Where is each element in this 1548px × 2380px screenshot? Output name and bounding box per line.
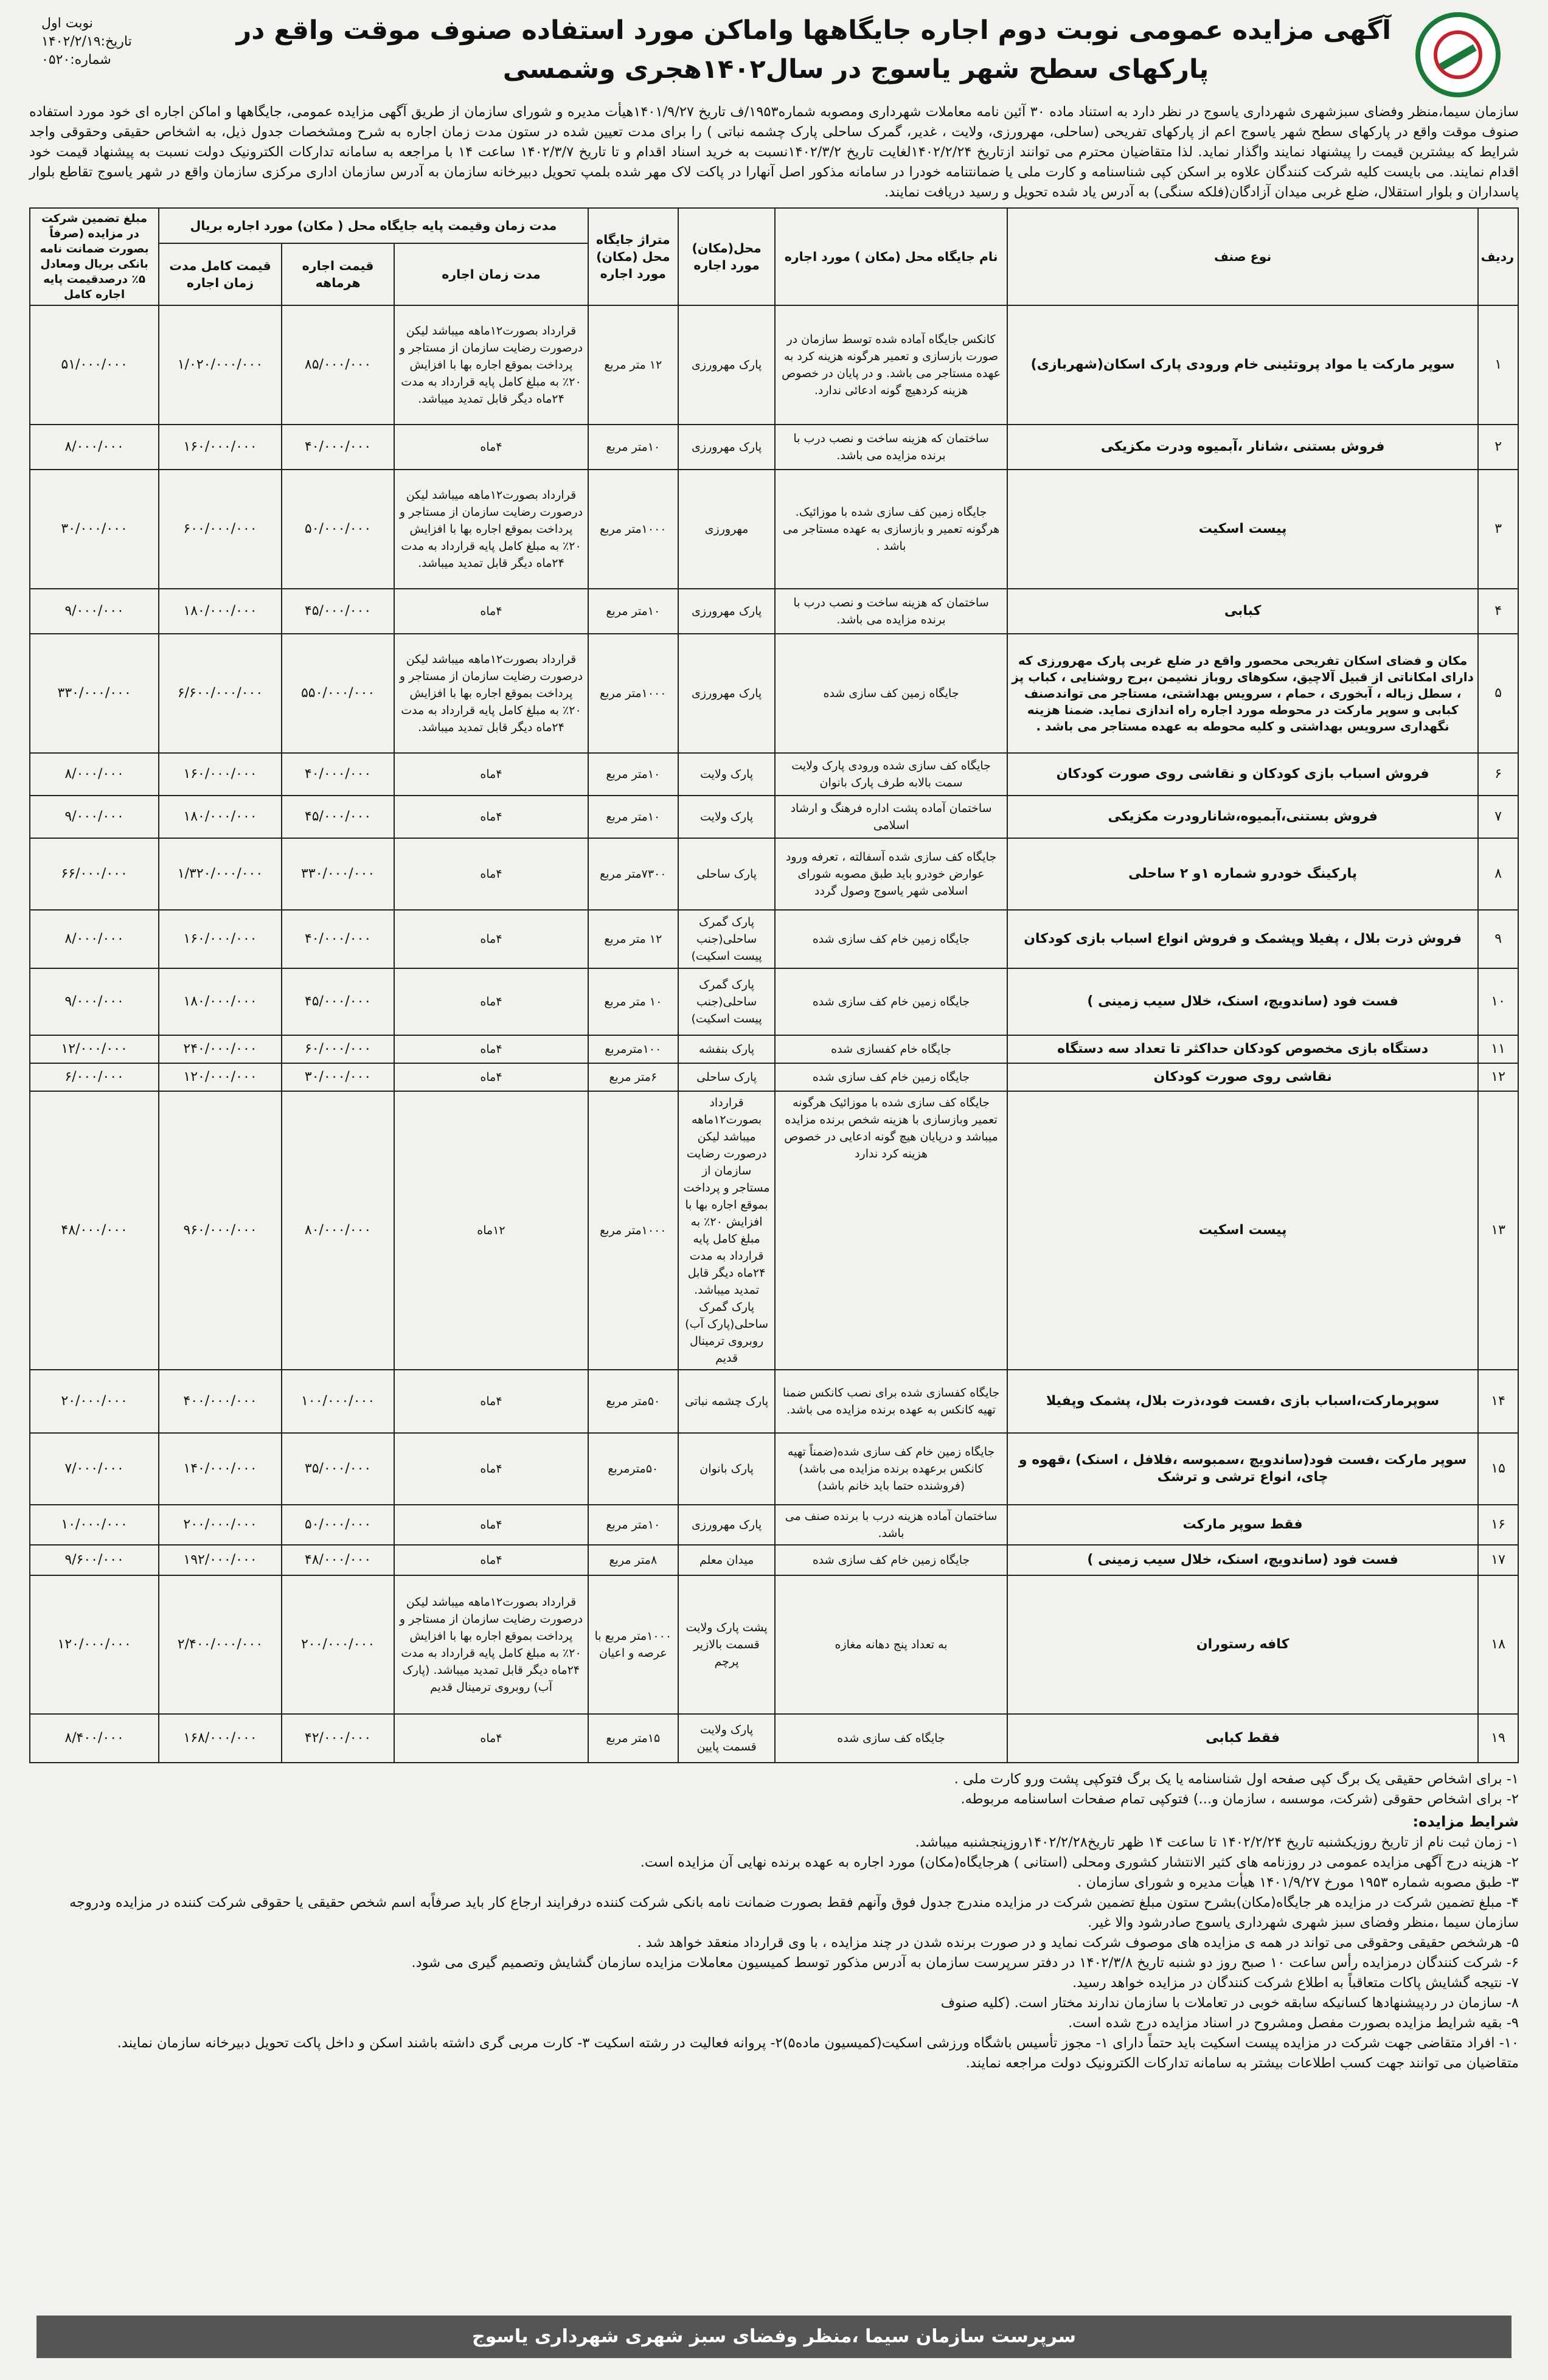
title-line-1: آگهی مزایده عمومی نوبت دوم اجاره جایگاهها واماکن مورد استفاده صنوف موقت واقع در — [236, 15, 1391, 46]
cell-guarantee: ۳۳۰/۰۰۰/۰۰۰ — [30, 634, 159, 753]
cell-area: ۱۰متر مربع — [588, 796, 678, 838]
cell-name: ساختمان که هزینه ساخت و نصب درب با برنده مزایده می باشد. — [775, 589, 1007, 634]
cell-number: ۱۶ — [1478, 1505, 1518, 1545]
cell-total: ۱۶۰/۰۰۰/۰۰۰ — [159, 425, 282, 470]
cell-total: ۱/۳۲۰/۰۰۰/۰۰۰ — [159, 838, 282, 910]
documents-list — [29, 1769, 1519, 1809]
cell-place: پارک ولایت قسمت پایین — [678, 1714, 775, 1763]
cell-number: ۱۷ — [1478, 1545, 1518, 1575]
cell-name: ساختمان آماده هزینه درب با برنده صنف می باشد. — [775, 1505, 1007, 1545]
table-row — [30, 425, 1518, 470]
cell-area: ۵۰متر مربع — [588, 1370, 678, 1433]
condition-item: ۳- طبق مصوبه شماره ۱۹۵۳ مورخ ۱۴۰۱/۹/۲۷ هیأت مدیره و شورای سازمان . — [1077, 1875, 1519, 1890]
table-row — [30, 1714, 1518, 1763]
cell-type: پیست اسکیت — [1007, 1091, 1478, 1370]
cell-duration: ۴ماه — [394, 910, 588, 968]
cell-guarantee: ۱۲۰/۰۰۰/۰۰۰ — [30, 1575, 159, 1714]
cell-duration: ۱۲ماه — [394, 1091, 588, 1370]
cell-area: ۱۰۰۰متر مربع — [588, 470, 678, 589]
cell-place: پارک مهرورزی — [678, 305, 775, 425]
table-header-row — [30, 208, 1518, 243]
cell-area: ۱۲ متر مربع — [588, 305, 678, 425]
cell-place: پارک مهرورزی — [678, 1505, 775, 1545]
cell-area: ۱۰۰۰متر مربع — [588, 1091, 678, 1370]
cell-type: پارکینگ خودرو شماره ۱و ۲ ساحلی — [1007, 838, 1478, 910]
cell-place: پارک ولایت — [678, 753, 775, 796]
cell-area: ۱۰متر مربع — [588, 753, 678, 796]
table-row — [30, 910, 1518, 968]
cell-duration: ۴ماه — [394, 1370, 588, 1433]
signature-footer: سرپرست سازمان سیما ،منظر وفضای سبز شهری شهرداری یاسوج — [36, 2316, 1512, 2358]
cell-guarantee: ۱۲/۰۰۰/۰۰۰ — [30, 1035, 159, 1063]
cell-place: پارک ولایت — [678, 796, 775, 838]
cell-monthly: ۴۰/۰۰۰/۰۰۰ — [282, 910, 395, 968]
cell-monthly: ۳۰/۰۰۰/۰۰۰ — [282, 1063, 395, 1091]
cell-place: پارک مهرورزی — [678, 425, 775, 470]
cell-duration: ۴ماه — [394, 589, 588, 634]
table-row — [30, 305, 1518, 425]
cell-area: ۸متر مربع — [588, 1545, 678, 1575]
cell-total: ۴۰۰/۰۰۰/۰۰۰ — [159, 1370, 282, 1433]
cell-name: جایگاه خام کفسازی شده — [775, 1035, 1007, 1063]
header-group: مدت زمان وقیمت پایه جایگاه محل ( مکان) مورد اجاره بریال — [159, 208, 588, 243]
cell-number: ۶ — [1478, 753, 1518, 796]
cell-duration: قرارداد بصورت۱۲ماهه میباشد لیکن درصورت رضایت سازمان از مستاجر و پرداخت بموقع اجاره بها با افزایش ۲۰٪ به مبلغ کامل پایه قرارداد به مدت ۲۴ماه دیگر قابل تمدید میباشد. — [394, 305, 588, 425]
cell-type: فقط سوپر مارکت — [1007, 1505, 1478, 1545]
cell-area: ۱۰ متر مربع — [588, 968, 678, 1035]
cell-name: جایگاه کف سازی شده ورودی پارک ولایت سمت بالابه طرف پارک بانوان — [775, 753, 1007, 796]
cell-duration: ۴ماه — [394, 1063, 588, 1091]
cell-name: ساختمان آماده پشت اداره فرهنگ و ارشاد اسلامی — [775, 796, 1007, 838]
cell-name: جایگاه کفسازی شده برای نصب کانکس ضمنا تهیه کانکس به عهده برنده مزایده می باشد. — [775, 1370, 1007, 1433]
cell-place: پارک ساحلی — [678, 838, 775, 910]
table-row — [30, 634, 1518, 753]
cell-number: ۸ — [1478, 838, 1518, 910]
cell-area: ۷۳۰۰متر مربع — [588, 838, 678, 910]
header-area: متراژ جایگاه محل (مکان) مورد اجاره — [588, 208, 678, 305]
cell-monthly: ۴۰/۰۰۰/۰۰۰ — [282, 753, 395, 796]
intro-paragraph: سازمان سیما،منظر وفضای سبزشهری شهرداری یاسوج در نظر دارد به استناد ماده ۳۰ آئین نامه معاملات شهرداری ومصوبه شماره۱۹۵۳/ف تاریخ ۱۴۰۱/۹/۲۷هیأت مدیره و شورای سازمان از طریق آگهی مزایده عمومی، جایگاهها و اماکن اجاره ای خود مورد استفاده صنوف موقت واقع در پارکهای سطح شهر یاسوج اعم از پارکهای تفریحی (ساحلی، مهرورزی، ولایت ، غدیر، گمرک ساحلی پارک چشمه نباتی ) را برای مدت تعیین شده در ستون مدت زمان اجاره به شرح ومشخصات جدول ذیل، به اشخاص حقیقی وحقوقی واجد شرایط که بیشترین قیمت را پیشنهاد نمایند واگذار نماید. لذا متقاضیان محترم می توانند ازتاریخ ۱۴۰۲/۲/۲۴لغایت تاریخ ۱۴۰۲/۳/۲نسبت به خرید اسناد اقدام و تا تاریخ ۱۴۰۲/۳/۷ ساعت ۱۴ با مراجعه به سامانه تدارکات الکترونیک دولت نسبت به پیشنهاد قیمت خود اقدام نمایند. می بایست کلیه شرکت کنندگان علاوه بر اسکن کپی شناسنامه و کارت ملی یا ضمانتنامه خودرا در سامانه مذکور اصل آنهارا در پاکت لاک مهر شده بلمپ تحویل دبیرخانه سازمان به آدرس سازمان اداری مرکزی سازمان واقع در شهر یاسوج تقاطع بلوار پاسداران و بلوار استقلال، ضلع غربی میدان آزادگان(فلکه سنگی) به آدرس یاد شده تحویل و رسید دریافت نمایند. — [29, 104, 1519, 200]
cell-duration: ۴ماه — [394, 796, 588, 838]
condition-item: ۸- سازمان در ردپیشنهادها کسانیکه سابقه خوبی در تعاملات با سازمان ندارند مختار است. (کلیه صنوف — [940, 1995, 1519, 2011]
cell-number: ۱۱ — [1478, 1035, 1518, 1063]
cell-area: ۱۰متر مربع — [588, 589, 678, 634]
cell-type: کبابی — [1007, 589, 1478, 634]
cell-area: ۱۰۰مترمربع — [588, 1035, 678, 1063]
cell-type: فقط کبابی — [1007, 1714, 1478, 1763]
cell-type: فروش اسباب بازی کودکان و نقاشی روی صورت کودکان — [1007, 753, 1478, 796]
cell-place: پارک مهرورزی — [678, 634, 775, 753]
table-row — [30, 838, 1518, 910]
cell-number: ۹ — [1478, 910, 1518, 968]
header-name: نام جایگاه محل (مکان ) مورد اجاره — [775, 208, 1007, 305]
header-duration: مدت زمان اجاره — [394, 243, 588, 305]
cell-total: ۱۸۰/۰۰۰/۰۰۰ — [159, 796, 282, 838]
cell-guarantee: ۸/۰۰۰/۰۰۰ — [30, 910, 159, 968]
cell-monthly: ۳۵/۰۰۰/۰۰۰ — [282, 1433, 395, 1505]
table-row — [30, 1433, 1518, 1505]
cell-guarantee: ۸/۰۰۰/۰۰۰ — [30, 425, 159, 470]
cell-place: پارک مهرورزی — [678, 589, 775, 634]
cell-total: ۲۴۰/۰۰۰/۰۰۰ — [159, 1035, 282, 1063]
cell-number: ۱۸ — [1478, 1575, 1518, 1714]
cell-guarantee: ۷/۰۰۰/۰۰۰ — [30, 1433, 159, 1505]
table-row — [30, 1035, 1518, 1063]
cell-duration: ۴ماه — [394, 425, 588, 470]
cell-type: پیست اسکیت — [1007, 470, 1478, 589]
condition-item: ۱۰- افراد متقاضی جهت شرکت در مزایده پیست اسکیت باید حتماً دارای ۱- مجوز تأسیس باشگاه ورزشی اسکیت(کمیسیون ماده۵)۲- پروانه فعالیت در رشته اسکیت ۳- کارت مربی گری داشته باشند اسکن و داخل پاکت تحویل دبیرخانه سازمان نمایند. — [117, 2035, 1519, 2051]
cell-area: ۱۰متر مربع — [588, 1505, 678, 1545]
cell-monthly: ۴۲/۰۰۰/۰۰۰ — [282, 1714, 395, 1763]
cell-type: سوپرمارکت،اسباب بازی ،فست فود،ذرت بلال، پشمک وپفیلا — [1007, 1370, 1478, 1433]
cell-monthly: ۴۵/۰۰۰/۰۰۰ — [282, 796, 395, 838]
condition-item: ۷- نتیجه گشایش پاکات متعاقباً به اطلاع شرکت کنندگان در مزایده خواهد رسید. — [1072, 1975, 1519, 1991]
cell-place: پارک ساحلی — [678, 1063, 775, 1091]
cell-total: ۱۸۰/۰۰۰/۰۰۰ — [159, 589, 282, 634]
table-row — [30, 1063, 1518, 1091]
header-row-number: ردیف — [1478, 208, 1518, 305]
table-row — [30, 968, 1518, 1035]
cell-area: ۱۰۰۰متر مربع — [588, 634, 678, 753]
notice-number: شماره:۰۵۲۰ — [41, 52, 111, 68]
cell-area: ۵۰مترمربع — [588, 1433, 678, 1505]
title-line-2: پارکهای سطح شهر یاسوج در سال۱۴۰۲هجری وشمسی — [502, 54, 1209, 85]
cell-total: ۶۰۰/۰۰۰/۰۰۰ — [159, 470, 282, 589]
cell-guarantee: ۶/۰۰۰/۰۰۰ — [30, 1063, 159, 1091]
condition-item: ۲- هزینه درج آگهی مزایده عمومی در روزنامه های کثیر الانتشار کشوری ومحلی (استانی ) هرجایگاه(مکان) مورد اجاره به عهده برنده نهایی آن مزایده است. — [640, 1854, 1519, 1870]
cell-place: مهرورزی — [678, 470, 775, 589]
table-row — [30, 1545, 1518, 1575]
cell-duration: ۴ماه — [394, 968, 588, 1035]
cell-monthly: ۴۵/۰۰۰/۰۰۰ — [282, 968, 395, 1035]
cell-guarantee: ۹/۰۰۰/۰۰۰ — [30, 968, 159, 1035]
document-item: ۲- برای اشخاص حقوقی (شرکت، موسسه ، سازمان و...) فتوکپی تمام صفحات اساسنامه مربوطه. — [960, 1791, 1519, 1807]
cell-total: ۶/۶۰۰/۰۰۰/۰۰۰ — [159, 634, 282, 753]
table-row — [30, 796, 1518, 838]
cell-monthly: ۱۰۰/۰۰۰/۰۰۰ — [282, 1370, 395, 1433]
cell-total: ۲۰۰/۰۰۰/۰۰۰ — [159, 1505, 282, 1545]
cell-type: فست فود (ساندویچ، اسنک، خلال سیب زمینی ) — [1007, 1545, 1478, 1575]
cell-guarantee: ۹/۶۰۰/۰۰۰ — [30, 1545, 159, 1575]
cell-duration: ۴ماه — [394, 1714, 588, 1763]
cell-name: جایگاه زمین خام کف سازی شده — [775, 910, 1007, 968]
cell-total: ۱۶۰/۰۰۰/۰۰۰ — [159, 910, 282, 968]
cell-duration: ۴ماه — [394, 838, 588, 910]
cell-total: ۱۴۰/۰۰۰/۰۰۰ — [159, 1433, 282, 1505]
cell-name: جایگاه زمین کف سازی شده با موزائیک. هرگونه تعمیر و بازسازی به عهده مستاجر می باشد . — [775, 470, 1007, 589]
condition-item: ۴- مبلغ تضمین شرکت در مزایده هر جایگاه(مکان)بشرح ستون مبلغ تضمین شرکت در مزایده مندرج جدول فوق وآنهم فقط بصورت ضمانت نامه بانکی شرکت کننده درفرایند ارجاع کار باید صرفاًبه اسم شخص حقیقی یا حقوقی شرکت کننده در مزایده ودروجه سازمان سیما ،منظر وفضای سبز شهری شهرداری یاسوج صادرشود والا غیر. — [69, 1895, 1519, 1931]
table-row — [30, 589, 1518, 634]
cell-total: ۱۸۰/۰۰۰/۰۰۰ — [159, 968, 282, 1035]
cell-total: ۱۶۸/۰۰۰/۰۰۰ — [159, 1714, 282, 1763]
cell-number: ۷ — [1478, 796, 1518, 838]
cell-number: ۱۳ — [1478, 1091, 1518, 1370]
cell-number: ۱۴ — [1478, 1370, 1518, 1433]
cell-total: ۱۶۰/۰۰۰/۰۰۰ — [159, 753, 282, 796]
cell-name: جایگاه زمین خام کف سازی شده — [775, 968, 1007, 1035]
cell-number: ۱ — [1478, 305, 1518, 425]
cell-total: ۲/۴۰۰/۰۰۰/۰۰۰ — [159, 1575, 282, 1714]
cell-area: ۶متر مربع — [588, 1063, 678, 1091]
cell-place: پارک گمرک ساحلی(جنب پیست اسکیت) — [678, 968, 775, 1035]
cell-area: ۱۵متر مربع — [588, 1714, 678, 1763]
cell-duration: ۴ماه — [394, 1035, 588, 1063]
cell-number: ۱۵ — [1478, 1433, 1518, 1505]
cell-guarantee: ۸/۰۰۰/۰۰۰ — [30, 753, 159, 796]
header-place: محل(مکان) مورد اجاره — [678, 208, 775, 305]
cell-duration: ۴ماه — [394, 753, 588, 796]
condition-item: ۹- بقیه شرایط مزایده بصورت مفصل ومشروح در اسناد مزایده درج شده است. — [1068, 2015, 1519, 2031]
cell-type: فروش ذرت بلال ، پفیلا وپشمک و فروش انواع اسباب بازی کودکان — [1007, 910, 1478, 968]
cell-type: دستگاه بازی مخصوص کودکان حداکثر تا تعداد سه دستگاه — [1007, 1035, 1478, 1063]
cell-name: به تعداد پنج دهانه مغازه — [775, 1575, 1007, 1714]
cell-number: ۴ — [1478, 589, 1518, 634]
cell-total: ۱۲۰/۰۰۰/۰۰۰ — [159, 1063, 282, 1091]
cell-guarantee: ۳۰/۰۰۰/۰۰۰ — [30, 470, 159, 589]
cell-monthly: ۸۵/۰۰۰/۰۰۰ — [282, 305, 395, 425]
condition-item: متقاضیان می توانند جهت کسب اطلاعات بیشتر به سامانه تدارکات الکترونیک دولت مراجعه نمایند. — [965, 2055, 1519, 2071]
cell-type: کافه رستوران — [1007, 1575, 1478, 1714]
conditions-list — [29, 1833, 1519, 2073]
cell-guarantee: ۹/۰۰۰/۰۰۰ — [30, 589, 159, 634]
cell-duration: ۴ماه — [394, 1433, 588, 1505]
cell-guarantee: ۶۶/۰۰۰/۰۰۰ — [30, 838, 159, 910]
condition-item: ۵- هرشخص حقیقی وحقوقی می تواند در همه ی مزایده های موصوف شرکت نماید و در صورت برنده شدن در چند مزایده ، با وی قرارداد منعقد خواهد شد . — [637, 1935, 1519, 1951]
cell-guarantee: ۲۰/۰۰۰/۰۰۰ — [30, 1370, 159, 1433]
header-type: نوع صنف — [1007, 208, 1478, 305]
cell-type: سوپر مارکت ،فست فود(ساندویچ ،سمبوسه ،فلافل ، اسنک) ،قهوه و چای، انواع ترشی و ترشک — [1007, 1433, 1478, 1505]
cell-name: جایگاه زمین خام کف سازی شده — [775, 1545, 1007, 1575]
conditions-title: شرایط مزایده: — [1412, 1813, 1519, 1830]
cell-guarantee: ۴۸/۰۰۰/۰۰۰ — [30, 1091, 159, 1370]
cell-guarantee: ۱۰/۰۰۰/۰۰۰ — [30, 1505, 159, 1545]
cell-monthly: ۵۵۰/۰۰۰/۰۰۰ — [282, 634, 395, 753]
cell-guarantee: ۹/۰۰۰/۰۰۰ — [30, 796, 159, 838]
cell-number: ۱۹ — [1478, 1714, 1518, 1763]
cell-monthly: ۳۳۰/۰۰۰/۰۰۰ — [282, 838, 395, 910]
header-guarantee: مبلغ تضمین شرکت در مزایده (صرفاً بصورت ضمانت نامه بانکی بریال ومعادل ۵٪ درصدقیمت پایه اجاره کامل — [30, 208, 159, 305]
cell-place: پارک بنفشه — [678, 1035, 775, 1063]
cell-monthly: ۵۰/۰۰۰/۰۰۰ — [282, 470, 395, 589]
cell-monthly: ۲۰۰/۰۰۰/۰۰۰ — [282, 1575, 395, 1714]
table-row — [30, 753, 1518, 796]
cell-monthly: ۸۰/۰۰۰/۰۰۰ — [282, 1091, 395, 1370]
cell-name: جایگاه زمین خام کف سازی شده — [775, 1063, 1007, 1091]
cell-guarantee: ۵۱/۰۰۰/۰۰۰ — [30, 305, 159, 425]
notice-round: نوبت اول — [41, 16, 93, 31]
table-row — [30, 1370, 1518, 1433]
cell-name: جایگاه زمین کف سازی شده — [775, 634, 1007, 753]
table-row — [30, 470, 1518, 589]
cell-type: مکان و فضای اسکان تفریحی محصور واقع در ضلع غربی پارک مهرورزی که دارای امکاناتی از قبیل آلاچیق، سکوهای روباز نشیمن ،برج روشنایی ، کباب پز ، سطل زباله ، آبخوری ، حمام ، سرویس بهداشتی، مستاجر می تواندصنف کبابی و سوپر مارکت در محوطه مورد اجاره راه اندازی نماید. ضمنا هزینه نگهداری سرویس بهداشتی و کلیه محوطه به عهده مستاجر می باشد . — [1007, 634, 1478, 753]
cell-place: قرارداد بصورت۱۲ماهه میباشد لیکن درصورت رضایت سازمان از مستاجر و پرداخت بموقع اجاره بها با افزایش ۲۰٪ به مبلغ کامل پایه قرارداد به مدت ۲۴ماه دیگر قابل تمدید میباشد. پارک گمرک ساحلی(پارک آب) روبروی ترمینال قدیم — [678, 1091, 775, 1370]
organization-logo — [1415, 12, 1501, 97]
cell-total: ۱/۰۲۰/۰۰۰/۰۰۰ — [159, 305, 282, 425]
condition-item: ۶- شرکت کنندگان درمزایده رأس ساعت ۱۰ صبح روز دو شنبه تاریخ ۱۴۰۲/۳/۸ در دفتر سرپرست سازمان به آدرس مذکور توسط کمیسیون معاملات مزایده سازمان گشایش وتصمیم گیری می شود. — [411, 1955, 1519, 1971]
cell-number: ۱۲ — [1478, 1063, 1518, 1091]
cell-monthly: ۴۵/۰۰۰/۰۰۰ — [282, 589, 395, 634]
table-row — [30, 1091, 1518, 1370]
table-row — [30, 1575, 1518, 1714]
cell-place: پارک بانوان — [678, 1433, 775, 1505]
tender-table — [29, 207, 1519, 1763]
cell-place: پشت پارک ولایت قسمت بالازیر پرچم — [678, 1575, 775, 1714]
document-item: ۱- برای اشخاص حقیقی یک برگ کپی صفحه اول شناسنامه یا یک برگ فتوکپی پشت ورو کارت ملی . — [954, 1771, 1519, 1787]
cell-monthly: ۴۸/۰۰۰/۰۰۰ — [282, 1545, 395, 1575]
header — [29, 9, 1519, 100]
cell-monthly: ۵۰/۰۰۰/۰۰۰ — [282, 1505, 395, 1545]
cell-area: ۱۰۰۰متر مربع با عرصه و اعیان — [588, 1575, 678, 1714]
cell-name: جایگاه کف سازی شده — [775, 1714, 1007, 1763]
cell-duration: قرارداد بصورت۱۲ماهه میباشد لیکن درصورت رضایت سازمان از مستاجر و پرداخت بموقع اجاره بها با افزایش ۲۰٪ به مبلغ کامل پایه قرارداد به مدت ۲۴ماه دیگر قابل تمدید میباشد. — [394, 470, 588, 589]
header-total: قیمت کامل مدت زمان اجاره — [159, 243, 282, 305]
cell-type: فروش بستنی ،شانار ،آبمیوه ودرت مکزیکی — [1007, 425, 1478, 470]
cell-number: ۵ — [1478, 634, 1518, 753]
cell-place: میدان معلم — [678, 1545, 775, 1575]
cell-name: جایگاه کف سازی شده آسفالته ، تعرفه ورود عوارض خودرو باید طبق مصوبه شورای اسلامی شهر یاسوج وصول گردد — [775, 838, 1007, 910]
cell-number: ۳ — [1478, 470, 1518, 589]
cell-name: ساختمان که هزینه ساخت و نصب درب با برنده مزایده می باشد. — [775, 425, 1007, 470]
cell-name: کانکس جایگاه آماده شده توسط سازمان در صورت بازسازی و تعمیر هرگونه هزینه کرد به عهده مستاجر می باشد. و در پایان در خصوص هزینه کردهیچ گونه ادعائی ندارد. — [775, 305, 1007, 425]
notice-date: تاریخ:۱۴۰۲/۲/۱۹ — [41, 34, 132, 49]
cell-duration: قرارداد بصورت۱۲ماهه میباشد لیکن درصورت رضایت سازمان از مستاجر و پرداخت بموقع اجاره بها با افزایش ۲۰٪ به مبلغ کامل پایه قرارداد به مدت ۲۴ماه دیگر قابل تمدید میباشد. (پارک آب) روبروی ترمینال قدیم — [394, 1575, 588, 1714]
cell-name: جایگاه زمین خام کف سازی شده(ضمناً تهیه کانکس برعهده برنده مزایده می باشد) (فروشنده حتما باید خانم باشد) — [775, 1433, 1007, 1505]
cell-total: ۹۶۰/۰۰۰/۰۰۰ — [159, 1091, 282, 1370]
table-row — [30, 1505, 1518, 1545]
cell-number: ۲ — [1478, 425, 1518, 470]
cell-type: فروش بستنی،آبمیوه،شانارودرت مکزیکی — [1007, 796, 1478, 838]
notice-meta — [41, 15, 175, 69]
condition-item: ۱- زمان ثبت نام از تاریخ روزیکشنبه تاریخ ۱۴۰۲/۲/۲۴ تا ساعت ۱۴ ظهر تاریخ۱۴۰۲/۲/۲۸روزپنجشنبه میباشد. — [915, 1834, 1519, 1850]
cell-type: سوپر مارکت یا مواد پروتئینی خام ورودی پارک اسکان(شهربازی) — [1007, 305, 1478, 425]
cell-area: ۱۲ متر مربع — [588, 910, 678, 968]
header-monthly: قیمت اجاره هرماهه — [282, 243, 395, 305]
cell-place: پارک گمرک ساحلی(جنب پیست اسکیت) — [678, 910, 775, 968]
cell-guarantee: ۸/۴۰۰/۰۰۰ — [30, 1714, 159, 1763]
cell-number: ۱۰ — [1478, 968, 1518, 1035]
cell-monthly: ۴۰/۰۰۰/۰۰۰ — [282, 425, 395, 470]
title-box — [236, 11, 1391, 89]
cell-name: جایگاه کف سازی شده با موزائیک هرگونه تعمیر وبازسازی با هزینه شخص برنده مزایده میباشد و درپایان هیچ گونه ادعایی در خصوص هزینه کرد ندارد — [775, 1091, 1007, 1370]
cell-duration: قرارداد بصورت۱۲ماهه میباشد لیکن درصورت رضایت سازمان از مستاجر و پرداخت بموقع اجاره بها با افزایش ۲۰٪ به مبلغ کامل پایه قرارداد به مدت ۲۴ماه دیگر قابل تمدید میباشد. — [394, 634, 588, 753]
cell-place: پارک چشمه نباتی — [678, 1370, 775, 1433]
cell-monthly: ۶۰/۰۰۰/۰۰۰ — [282, 1035, 395, 1063]
cell-duration: ۴ماه — [394, 1545, 588, 1575]
cell-area: ۱۰متر مربع — [588, 425, 678, 470]
cell-duration: ۴ماه — [394, 1505, 588, 1545]
cell-type: نقاشی روی صورت کودکان — [1007, 1063, 1478, 1091]
cell-total: ۱۹۲/۰۰۰/۰۰۰ — [159, 1545, 282, 1575]
cell-type: فست فود (ساندویچ، اسنک، خلال سیب زمینی ) — [1007, 968, 1478, 1035]
